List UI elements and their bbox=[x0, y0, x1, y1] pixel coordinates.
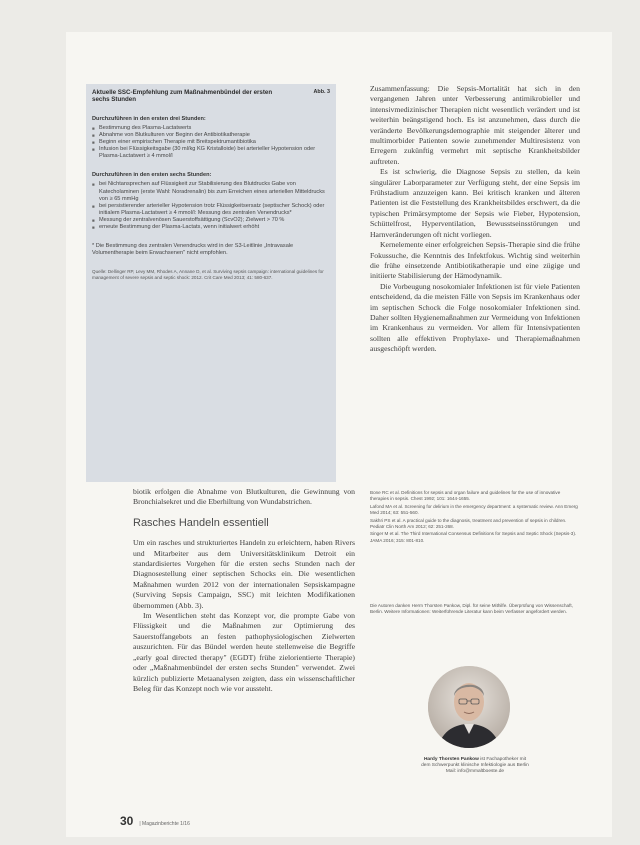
body-paragraph: Im Wesentlichen steht das Konzept vor, die prompte Gabe von Flüssigkeit und die Maßnahmen zur Optimierung des Sauerstoffangebots an festen pathophysiologischen Zielwerten auszurichten. Für das Bündel werden heute stellenweise die Begriffe „early goal directed therapy" (EGDT) frühe zielorientierte Therapie) oder „Maßnahmenbündel der ersten sechs Stunden" verwendet. Zwei kürzlich publizierte Metaanalysen zeigten, dass ein wissenschaftlicher Beleg für das Konzept noch wie vor aussteht. bbox=[133, 611, 355, 693]
author-portrait bbox=[428, 666, 510, 748]
page-footer bbox=[120, 814, 190, 828]
intro-paragraph: biotik erfolgen die Abnahme von Blutkulturen, die Gewinnung von Bronchialsekret und die Eberhiltung von Wundabstrichen. bbox=[133, 487, 355, 507]
box-section1-title: Durchzuführen in den ersten drei Stunden: bbox=[92, 115, 206, 122]
box-header bbox=[92, 89, 330, 104]
left-column bbox=[133, 487, 355, 694]
section-heading: Rasches Handeln essentiell bbox=[133, 516, 269, 529]
box-section2-title: Durchzuführen in den ersten sechs Stunden: bbox=[92, 172, 212, 179]
box-section1-list bbox=[92, 125, 330, 160]
list-item: ■ Bestimmung des Plasma-Lactatwerts bbox=[92, 125, 330, 132]
box-footnote: * Die Bestimmung des zentralen Venendrucks wird in der S3-Leitlinie „Intravasale Volumentherapie beim Erwachsenen" nicht empfohlen. bbox=[92, 243, 294, 257]
reference-item: Bone RC et al. Definitions for sepsis and organ failure and guidelines for the use of innovative therapies in sepsis. Chest 1992; 101: 1644-1655. bbox=[370, 490, 561, 502]
authors-note: Die Autoren danken Herrn Thorsten Pankow, Dipl. für seine Mithilfe. Überprüfung von Wissenschaft, Berlin. Weitere Informationen: Weiterführende Literatur kann beim Verfasser angefordert werden. bbox=[370, 603, 573, 615]
reference-item: Lafond MA et al. Screening for delirium in the emergency department: a systematic review. Ann Emerg Med 2014; 63: 551-560. bbox=[370, 503, 578, 516]
list-item: ■ erneute Bestimmung der Plasma-Lactats, wenn initialwert erhöht bbox=[92, 224, 330, 231]
summary-paragraph: Zusammenfassung: Die Sepsis-Mortalität hat sich in den vergangenen Jahren unter Verbesserung antimikrobieller und intensivmedizinischer Therapien nicht wesentlich verändert und ist weiterhin beängstigend hoch. Es ist anzunehmen, dass durch die veränderte Bevölkerungsdemographie mit steigender älterer und multimorbider Patienten sowie zunehmender Multiresistenz von Erregern zukünftig vermehrt mit septische Krankheitsbilder auftreten. bbox=[370, 84, 580, 166]
author-email: Mail: info@mmaltboeste.de bbox=[445, 769, 505, 775]
body-paragraph: Die Vorbeugung nosokomialer Infektionen ist für viele Patienten entscheidend, da die meisten Fälle von Sepsis im Krankenhaus oder im septischen Schock die Folge nosokomialer Infektionen sind. Daher sollten Hygienemaßnahmen zur Vermeidung von Infektionen im Krankenhaus zu vermeiden. Vor allem für Intensivpatienten sollten alle effektiven Prophylaxe- und Therapiemaßnahmen ausgeschöpft werden. bbox=[370, 281, 580, 354]
figure-label: Abb. 3 bbox=[313, 89, 330, 95]
portrait-photo-icon bbox=[428, 666, 510, 748]
references bbox=[370, 490, 580, 545]
box-source: Quelle: Dellinger RP, Levy MM, Rhodes A, Annane D, et al. Surviving sepsis campaign: international guidelines for management of severe sepsis and septic shock: 2012. Crit Care Med 2013; 41: 580-637. bbox=[92, 269, 324, 281]
reference-item: Singer M et al. The Third International Consensus Definitions for Sepsis and Septic Shock (Sepsis-3). JAMA 2016; 315: 801-810. bbox=[370, 531, 577, 543]
info-box-ssc-recommendation bbox=[86, 84, 336, 482]
list-item: ■ Beginn einer empirischen Therapie mit Breitspektrumantibiotika bbox=[92, 139, 330, 146]
body-paragraph: Kernelemente einer erfolgreichen Sepsis-Therapie sind die frühe Fokussuche, die Kenntnis des Infektfokus. Wichtig sind weiterhin die frühe einsetzende Antibiotikatherapie und eine zügige und initiierte Stabilisierung der Hämodynamik. bbox=[370, 240, 580, 281]
author-caption bbox=[370, 757, 580, 776]
body-paragraph: Es ist schwierig, die Diagnose Sepsis zu stellen, da kein singulärer Laborparameter zur Verfügung steht, der eine Sepsis im Frühstadium anzuzeigen kann. Bei kritisch kranken und älteren Patienten ist die Feststellung des Krankheitsbildes erschwert, da die typischen Primärsymptome der Sepsis wie Fieber, Hypotension, Schüttelfrost, Hyperventilation, Bewusstseinsstörungen und Harnveränderungen oft nicht vorliegen. bbox=[370, 167, 580, 239]
list-item: ■ bei Nichtansprechen auf Flüssigkeit zur Stabilisierung des Blutdrucks Gabe von Katecholaminen (erste Wahl: Noradrenalin) bis zum Erreichen eines arteriellen Mitteldrucks von ≥ 65 mmHg bbox=[92, 181, 330, 202]
author-name: Hardy Thorsten Pankow bbox=[423, 757, 479, 762]
journal-name: | Magazinberichte 1/16 bbox=[139, 821, 190, 827]
list-item: ■ Messung der zentralvenösen Sauerstoffsättigung (ScvO2); Zielwert > 70 % bbox=[92, 217, 330, 224]
box-section2-list bbox=[92, 181, 330, 231]
author-role: ist Fachapotheker mit bbox=[480, 757, 527, 762]
list-item: ■ bei persistierender arterieller Hypotension trotz Flüssigkeitsersatz (septischer Schock) oder initialem Plasma-Lactatwert ≥ 4 mmol/l: Messung des zentralen Venendrucks* bbox=[92, 203, 330, 217]
page-number: 30 bbox=[120, 814, 134, 828]
author-role-line2: dem Schwerpunkt klinische Infektiologie aus Berlin bbox=[421, 763, 529, 769]
box-title: Aktuelle SSC-Empfehlung zum Maßnahmenbündel der ersten sechs Stunden bbox=[92, 89, 273, 104]
list-item: ■ Abnahme von Blutkulturen vor Beginn der Antibiotikatherapie bbox=[92, 132, 330, 139]
body-paragraph: Um ein rasches und strukturiertes Handeln zu erleichtern, haben Rivers und Mitarbeiter aus dem Universitätsklinikum Detroit ein standardisiertes Vorgehen für die ersten sechs Stunden nach der Diagnosestellung einer septischen Schocks ein. Die wesentlichen Maßnahmen wurden 2012 von der internationalen Sepsiskampagne (Surviving Sepsis Campaign, SSC) mit leichten Modifikationen übernommen (Abb. 3). bbox=[133, 538, 355, 610]
list-item: ■ Infusion bei Flüssigkeitsgabe (30 ml/kg KG Kristalloide) bei arterieller Hypotension oder Plasma-Lactatwert ≥ 4 mmol/l bbox=[92, 146, 330, 160]
right-column bbox=[370, 84, 580, 355]
reference-item: Sakhri PS et al. A practical guide to the diagnosis, treatment and prevention of sepsis in children. Pediatr Clin North Am 2012; 62: 251-268. bbox=[370, 517, 567, 530]
